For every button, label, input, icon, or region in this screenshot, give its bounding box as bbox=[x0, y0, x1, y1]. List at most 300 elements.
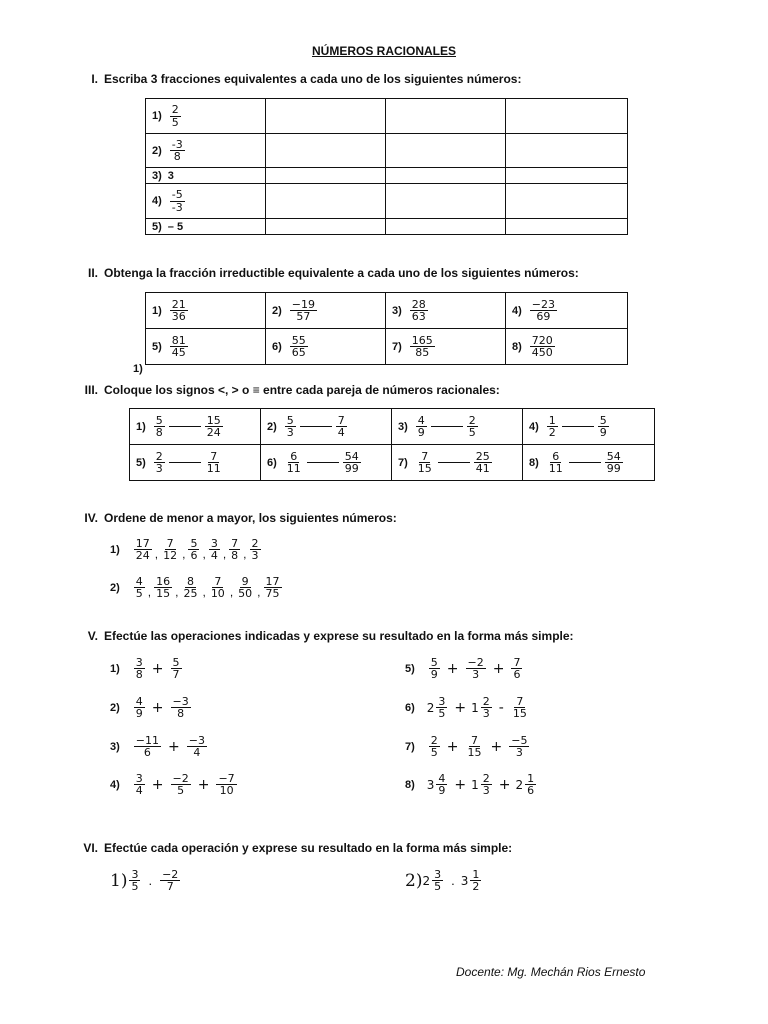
irreducible-fractions-table bbox=[145, 292, 628, 365]
teacher-credit: Docente: Mg. Mechán Rios Ernesto bbox=[456, 965, 646, 979]
denominator: 10 bbox=[219, 784, 234, 798]
denominator: 15 bbox=[156, 587, 171, 601]
fraction bbox=[547, 415, 558, 438]
reduce-cell bbox=[386, 329, 506, 365]
denominator: 85 bbox=[415, 346, 430, 359]
numerator: 54 bbox=[344, 449, 359, 463]
numerator: −5 bbox=[511, 734, 528, 747]
cell-label: 5) bbox=[136, 456, 146, 469]
operation-label: 8) bbox=[405, 778, 415, 791]
numerator: 25 bbox=[475, 449, 490, 463]
fraction bbox=[236, 576, 254, 599]
answer-cell[interactable] bbox=[386, 134, 506, 168]
fraction bbox=[474, 451, 492, 474]
denominator: 7 bbox=[166, 880, 174, 894]
operation-2 bbox=[110, 696, 193, 719]
denominator: -3 bbox=[171, 200, 183, 214]
denominator: 7 bbox=[172, 668, 180, 682]
numerator: 7 bbox=[421, 449, 429, 463]
numerator: 5 bbox=[155, 413, 163, 427]
answer-cell[interactable] bbox=[266, 219, 386, 235]
numerator: 5 bbox=[286, 413, 294, 427]
line-label: 2) bbox=[110, 581, 120, 594]
fraction bbox=[154, 576, 172, 599]
operation-6 bbox=[405, 696, 531, 719]
reduce-cell bbox=[146, 329, 266, 365]
fraction bbox=[154, 451, 165, 474]
section-3-number: III. bbox=[84, 383, 98, 397]
numerator: 3 bbox=[135, 772, 143, 785]
fraction bbox=[598, 415, 609, 438]
page-title: NÚMEROS RACIONALES bbox=[311, 44, 456, 58]
reduce-cell bbox=[386, 293, 506, 329]
section-4-heading bbox=[76, 511, 397, 525]
fraction bbox=[161, 538, 179, 561]
cell-label: 6) bbox=[267, 456, 277, 469]
compare-cell bbox=[261, 409, 392, 445]
answer-cell[interactable] bbox=[386, 184, 506, 219]
answer-blank[interactable] bbox=[438, 462, 470, 463]
denominator: 45 bbox=[171, 346, 186, 359]
comma-separator: , bbox=[175, 585, 179, 600]
fraction bbox=[285, 415, 296, 438]
order-sequence bbox=[110, 538, 263, 561]
section-3-heading bbox=[76, 383, 500, 397]
numerator: -5 bbox=[171, 188, 183, 202]
numerator: 21 bbox=[171, 297, 186, 311]
fraction bbox=[467, 415, 478, 438]
denominator: 3 bbox=[472, 668, 480, 682]
numerator: 55 bbox=[291, 333, 306, 347]
numerator: 15 bbox=[206, 413, 221, 427]
answer-cell[interactable] bbox=[506, 99, 628, 134]
denominator: 15 bbox=[467, 746, 482, 760]
operator: + bbox=[492, 660, 505, 677]
comma-separator: , bbox=[147, 585, 152, 600]
denominator: 11 bbox=[548, 462, 563, 475]
denominator: 63 bbox=[411, 310, 426, 323]
compare-cell bbox=[130, 445, 261, 481]
operation-8 bbox=[405, 773, 538, 796]
fraction bbox=[171, 657, 182, 680]
denominator: 9 bbox=[599, 426, 607, 439]
fraction bbox=[410, 299, 428, 322]
denominator: 3 bbox=[515, 746, 523, 760]
fraction bbox=[250, 538, 261, 561]
operation-4 bbox=[110, 773, 239, 796]
fraction bbox=[209, 538, 220, 561]
compare-pair bbox=[267, 415, 349, 438]
whole-part: 3 bbox=[460, 873, 469, 888]
compare-pair bbox=[398, 415, 480, 438]
operation-1 bbox=[110, 657, 184, 680]
cell-label: 7) bbox=[392, 340, 402, 353]
whole-part: 1 bbox=[471, 700, 479, 715]
denominator: 5 bbox=[430, 746, 438, 760]
compare-pair bbox=[136, 451, 225, 474]
operation-label: 3) bbox=[110, 740, 120, 753]
denominator: 5 bbox=[171, 115, 179, 129]
answer-cell[interactable] bbox=[386, 168, 506, 184]
numerator: 6 bbox=[552, 449, 560, 463]
numerator: −23 bbox=[531, 297, 555, 311]
denominator: 8 bbox=[231, 549, 239, 563]
multiply-dot: . bbox=[148, 873, 153, 889]
fraction bbox=[466, 657, 486, 680]
numerator: 6 bbox=[290, 449, 298, 463]
equivalent-fractions-table bbox=[145, 98, 628, 235]
compare-cell bbox=[392, 445, 523, 481]
whole-part: 2 bbox=[426, 700, 435, 715]
operation-label: 5) bbox=[405, 662, 415, 675]
fraction bbox=[129, 869, 140, 892]
numerator: 5 bbox=[190, 537, 198, 550]
fraction bbox=[416, 415, 427, 438]
fraction bbox=[171, 773, 191, 796]
s1-label-2: 2) bbox=[152, 144, 162, 157]
numerator: 3 bbox=[210, 537, 218, 550]
numerator: 4 bbox=[417, 413, 425, 427]
s1-row-1 bbox=[146, 99, 266, 134]
denominator: 11 bbox=[286, 462, 301, 475]
denominator: 99 bbox=[344, 462, 359, 475]
answer-cell[interactable] bbox=[386, 219, 506, 235]
numerator: 7 bbox=[516, 695, 524, 708]
cell-label: 4) bbox=[512, 304, 522, 317]
operator: - bbox=[498, 699, 504, 716]
fraction bbox=[171, 696, 191, 719]
fraction bbox=[170, 139, 185, 162]
operation-expression bbox=[405, 735, 531, 758]
cell-label: 2) bbox=[272, 304, 282, 317]
denominator: 3 bbox=[155, 462, 163, 475]
denominator: 15 bbox=[512, 707, 527, 721]
fraction bbox=[134, 657, 145, 680]
answer-blank[interactable] bbox=[569, 462, 601, 463]
fraction bbox=[209, 576, 227, 599]
operator: + bbox=[446, 660, 459, 677]
operation-expression bbox=[110, 773, 239, 796]
whole-part: 3 bbox=[426, 777, 435, 792]
operation-label: 4) bbox=[110, 778, 120, 791]
operation-expression bbox=[110, 657, 184, 680]
operator: + bbox=[151, 660, 164, 677]
denominator: 11 bbox=[206, 462, 221, 475]
section-5-text: Efectúe las operaciones indicadas y exprese su resultado en la forma más simple: bbox=[104, 629, 574, 643]
operation-expression bbox=[110, 735, 209, 758]
numerator: 3 bbox=[135, 656, 143, 669]
fraction bbox=[290, 299, 317, 322]
answer-cell[interactable] bbox=[266, 184, 386, 219]
operator: + bbox=[454, 699, 467, 716]
cell-label: 1) bbox=[136, 420, 146, 433]
answer-blank[interactable] bbox=[307, 462, 339, 463]
answer-cell[interactable] bbox=[386, 99, 506, 134]
denominator: 99 bbox=[606, 462, 621, 475]
product-1-label: 1) bbox=[110, 870, 128, 891]
fraction bbox=[205, 451, 223, 474]
multiply-dot: . bbox=[451, 873, 455, 889]
fraction bbox=[229, 538, 240, 561]
comma-separator: , bbox=[154, 547, 159, 562]
denominator: 5 bbox=[468, 426, 476, 439]
fraction bbox=[416, 451, 434, 474]
cell-label: 8) bbox=[512, 340, 522, 353]
section-6-heading bbox=[76, 841, 512, 855]
order-sequence bbox=[110, 576, 284, 599]
answer-blank[interactable] bbox=[169, 426, 201, 427]
whole-number: 3 bbox=[167, 170, 174, 183]
fraction bbox=[154, 415, 165, 438]
operation-label: 2) bbox=[110, 701, 120, 714]
cell-label: 5) bbox=[152, 340, 162, 353]
cell-label: 3) bbox=[398, 420, 408, 433]
fraction bbox=[134, 538, 152, 561]
operation-7 bbox=[405, 735, 531, 758]
whole-part: 1 bbox=[471, 777, 479, 792]
fraction bbox=[511, 696, 529, 719]
denominator: 57 bbox=[296, 310, 311, 323]
denominator: 65 bbox=[291, 346, 306, 359]
fraction bbox=[410, 335, 435, 358]
numerator: 7 bbox=[513, 656, 521, 669]
fraction bbox=[216, 773, 236, 796]
numerator: 1 bbox=[548, 413, 556, 427]
denominator: 3 bbox=[482, 707, 490, 721]
fraction bbox=[188, 538, 199, 561]
operation-expression bbox=[110, 696, 193, 719]
denominator: 8 bbox=[155, 426, 163, 439]
denominator: 5 bbox=[131, 880, 139, 894]
numerator: 2 bbox=[468, 413, 476, 427]
reduce-cell bbox=[506, 293, 628, 329]
denominator: 6 bbox=[190, 549, 198, 563]
answer-blank[interactable] bbox=[169, 462, 201, 463]
operator: + bbox=[498, 776, 511, 793]
numerator: 720 bbox=[531, 333, 553, 347]
fraction bbox=[205, 415, 223, 438]
s1-label-3: 3) bbox=[152, 170, 162, 183]
denominator: 4 bbox=[337, 426, 345, 439]
denominator: 9 bbox=[430, 668, 438, 682]
mixed-number bbox=[471, 773, 494, 796]
reduce-cell bbox=[146, 293, 266, 329]
cell-label: 6) bbox=[272, 340, 282, 353]
denominator: 24 bbox=[135, 549, 150, 563]
denominator: 9 bbox=[135, 707, 143, 721]
section-6-number: VI. bbox=[83, 841, 98, 855]
numerator: 2 bbox=[482, 772, 490, 785]
numerator: −2 bbox=[467, 656, 484, 669]
whole-part: 2 bbox=[422, 873, 431, 888]
numerator: 7 bbox=[166, 537, 174, 550]
compare-pair bbox=[398, 451, 494, 474]
section-4-text: Ordene de menor a mayor, los siguientes números: bbox=[104, 511, 397, 525]
denominator: 50 bbox=[238, 587, 253, 601]
fraction bbox=[170, 335, 188, 358]
denominator: 6 bbox=[143, 746, 151, 760]
operation-5 bbox=[405, 657, 524, 680]
denominator: 3 bbox=[482, 784, 490, 798]
denominator: 450 bbox=[531, 346, 553, 359]
answer-cell[interactable] bbox=[506, 184, 628, 219]
compare-cell bbox=[261, 445, 392, 481]
section-2-heading bbox=[76, 266, 579, 280]
fraction bbox=[511, 657, 522, 680]
denominator: 5 bbox=[177, 784, 185, 798]
comma-separator: , bbox=[243, 547, 247, 562]
numerator: 2 bbox=[430, 734, 438, 747]
fraction bbox=[170, 299, 188, 322]
denominator: 9 bbox=[417, 426, 425, 439]
denominator: 5 bbox=[434, 880, 442, 894]
compare-cell bbox=[130, 409, 261, 445]
fraction bbox=[264, 576, 282, 599]
numerator: 2 bbox=[251, 537, 259, 550]
fraction bbox=[134, 696, 145, 719]
comma-separator: , bbox=[182, 547, 186, 562]
numerator: 28 bbox=[411, 297, 426, 311]
numerator: −3 bbox=[188, 734, 205, 747]
fraction bbox=[429, 735, 440, 758]
operation-expression bbox=[405, 773, 538, 796]
numerator: 1 bbox=[527, 772, 535, 785]
s1-row-4 bbox=[146, 184, 266, 219]
compare-pair bbox=[136, 415, 225, 438]
mixed-number bbox=[471, 696, 494, 719]
answer-cell[interactable] bbox=[506, 168, 628, 184]
fraction bbox=[470, 869, 481, 892]
comma-separator: , bbox=[202, 547, 206, 562]
denominator: 6 bbox=[513, 668, 521, 682]
mixed-number bbox=[427, 773, 450, 796]
fraction bbox=[187, 735, 207, 758]
product-1 bbox=[110, 869, 182, 892]
operator: + bbox=[490, 738, 503, 755]
numerator: 7 bbox=[231, 537, 239, 550]
numerator: 3 bbox=[438, 695, 446, 708]
operation-expression bbox=[405, 657, 524, 680]
comma-separator: , bbox=[229, 585, 234, 600]
numerator: −19 bbox=[291, 297, 315, 311]
denominator: 4 bbox=[135, 784, 143, 798]
answer-blank[interactable] bbox=[300, 426, 332, 427]
numerator: 9 bbox=[241, 575, 249, 588]
operator: + bbox=[454, 776, 467, 793]
denominator: 24 bbox=[206, 426, 221, 439]
fraction bbox=[285, 451, 303, 474]
answer-cell[interactable] bbox=[266, 134, 386, 168]
answer-cell[interactable] bbox=[266, 168, 386, 184]
fraction bbox=[170, 189, 185, 212]
numerator: 2 bbox=[482, 695, 490, 708]
section-3-text: Coloque los signos <, > o ≡ entre cada pareja de números racionales: bbox=[104, 383, 500, 397]
denominator: 8 bbox=[173, 150, 181, 163]
comma-separator: , bbox=[257, 585, 261, 600]
answer-cell[interactable] bbox=[266, 99, 386, 134]
cell-label: 4) bbox=[529, 420, 539, 433]
denominator: 41 bbox=[475, 462, 490, 475]
fraction bbox=[336, 415, 347, 438]
numerator: 3 bbox=[131, 868, 139, 881]
answer-blank[interactable] bbox=[431, 426, 463, 427]
numerator: 16 bbox=[156, 575, 171, 588]
cell-label: 2) bbox=[267, 420, 277, 433]
fraction bbox=[432, 869, 443, 892]
mixed-number bbox=[427, 696, 450, 719]
numerator: −3 bbox=[172, 695, 189, 708]
s1-label-4: 4) bbox=[152, 195, 162, 207]
fraction bbox=[530, 299, 557, 322]
fraction bbox=[436, 773, 447, 796]
fraction bbox=[547, 451, 565, 474]
fraction bbox=[134, 576, 145, 599]
cell-label: 8) bbox=[529, 456, 539, 469]
numerator: −7 bbox=[218, 772, 235, 785]
operator: + bbox=[168, 738, 180, 755]
numerator: 5 bbox=[599, 413, 607, 427]
numerator: 4 bbox=[438, 772, 446, 785]
fraction bbox=[343, 451, 361, 474]
numerator: 5 bbox=[172, 656, 180, 669]
section-1-heading bbox=[76, 72, 521, 86]
numerator: 8 bbox=[186, 575, 194, 588]
numerator: 3 bbox=[434, 868, 442, 881]
fraction bbox=[181, 576, 199, 599]
denominator: 2 bbox=[472, 880, 480, 894]
compare-cell bbox=[392, 409, 523, 445]
fraction bbox=[481, 696, 492, 719]
fraction bbox=[436, 696, 447, 719]
reduce-cell bbox=[266, 329, 386, 365]
operator: + bbox=[151, 776, 164, 793]
compare-fractions-table bbox=[129, 408, 655, 481]
numerator: 2 bbox=[171, 103, 179, 117]
reduce-cell bbox=[506, 329, 628, 365]
whole-number: – 5 bbox=[167, 221, 184, 234]
cell-label: 1) bbox=[152, 304, 162, 317]
answer-blank[interactable] bbox=[562, 426, 594, 427]
denominator: 3 bbox=[286, 426, 294, 439]
operator: + bbox=[197, 776, 210, 793]
numerator: 5 bbox=[430, 656, 438, 669]
answer-cell[interactable] bbox=[506, 219, 628, 235]
fraction bbox=[509, 735, 529, 758]
stray-label: 1) bbox=[133, 363, 143, 375]
numerator: 4 bbox=[135, 575, 143, 588]
compare-pair bbox=[529, 415, 611, 438]
section-2-text: Obtenga la fracción irreductible equivalente a cada uno de los siguientes números: bbox=[104, 266, 579, 280]
s1-label-1: 1) bbox=[152, 110, 162, 122]
compare-pair bbox=[267, 451, 363, 474]
answer-cell[interactable] bbox=[506, 134, 628, 168]
numerator: −2 bbox=[162, 868, 179, 881]
denominator: 5 bbox=[135, 587, 143, 601]
operation-3 bbox=[110, 735, 209, 758]
numerator: 1 bbox=[472, 868, 480, 881]
denominator: 3 bbox=[251, 549, 259, 563]
section-6-text: Efectúe cada operación y exprese su resultado en la forma más simple: bbox=[104, 841, 513, 855]
operator: + bbox=[446, 738, 459, 755]
denominator: 2 bbox=[548, 426, 556, 439]
whole-part: 2 bbox=[515, 777, 524, 792]
cell-label: 3) bbox=[392, 304, 402, 317]
section-1-text: Escriba 3 fracciones equivalentes a cada uno de los siguientes números: bbox=[104, 72, 522, 86]
numerator: 7 bbox=[471, 734, 479, 747]
fraction bbox=[134, 735, 161, 758]
section-1-number: I. bbox=[91, 72, 98, 86]
numerator: 2 bbox=[155, 449, 163, 463]
